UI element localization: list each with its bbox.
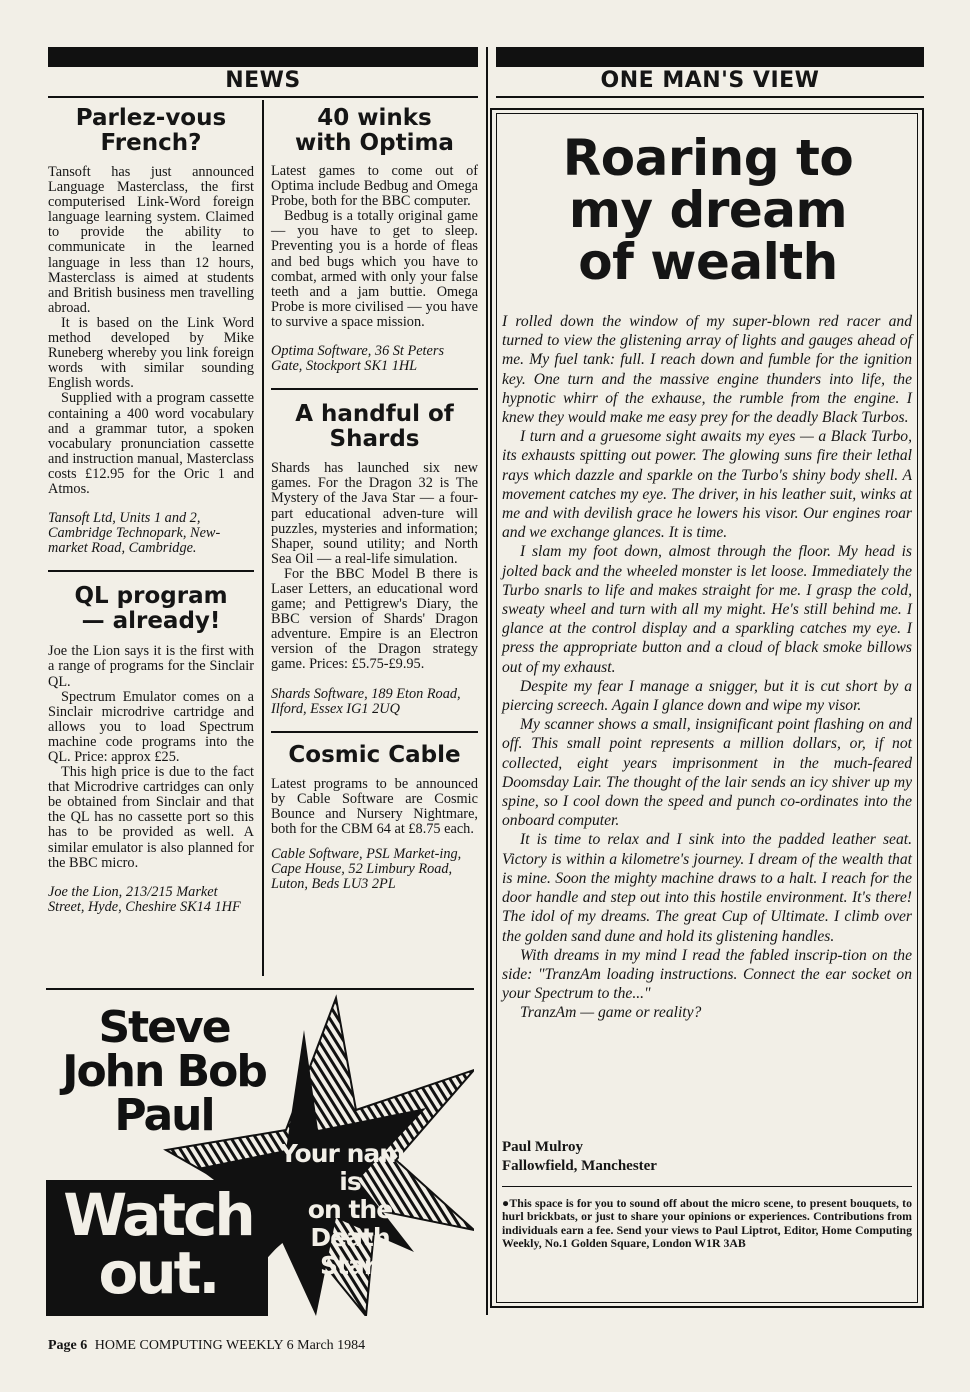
view-title-rule [496,96,924,98]
page-footer [48,1338,648,1354]
publication-name: HOME COMPUTING WEEKLY 6 March 1984 [94,1338,366,1353]
news-title-rule [48,96,478,98]
ad-names: Steve John Bob Paul [62,1002,266,1141]
article-headline: Cosmic Cable [288,741,461,768]
view-signature [502,1138,802,1176]
author-name: Paul Mulroy [502,1139,583,1155]
author-location: Fallowfield, Manchester [502,1158,657,1174]
news-article-40-winks [271,106,478,374]
view-story: I rolled down the window of my super-blown red racer and turned to view the glistening array of lights and gauges ahead of me. My fuel tank: full. I reach down and fumble for the ignition key. One turn and the massive engine thunders into life, the hypnotic whirr of the exhause, the rumble from the engine. I knew they would make me easy prey for the deadly Black Turbos. I turn and a gruesome sight awaits my eyes — a Black Turbo, its exhausts spitting out power. The glowing suns fire their lethal rays which dazzle and sparkle on the Turbo's shiny body shell. A movement catches my eye. The driver, in his leather suit, winks at me and with devilish grace he lowers his visor. Our engines roar and we exchange glances. It is time. I slam my foot down, almost through the floor. My head is jolted back and the wheeled monster is let loose. Immediately the Turbo snarls to life and makes straight for me. I grasp the cold, sweaty wheel and turn with all my might. He's still behind me. I glance at the control display and a sparkling catches my eye. I press the appropriate button and a cloud of black smoke billows out of my exhaust. Despite my fear I manage a snigger, but it is cut short by a piercing screech. Again I glance down and wipe my visor. My scanner shows a small, insignificant point flashing on and off. This small point represents a million dollars, or, if not collected, eight years imprisonment in the much-feared Doomsday Lair. The thought of the lair sends an icy shiver up my spine, so I cool down the speed and punch co-ordinates into the onboard computer. It is time to relax and I sink into the padded leather seat. Victory is within a kilometre's journey. I dream of the wealth that is mine. Soon the mighty machine draws to a halt. I reach for the door handle and step out into this hostile environment. It's there! The idol of my dreams. The great Cup of Ultimate. I climb over the golden sand dune and hold its glistening handles. With dreams in my mind I read the fabled inscrip-tion on the side: "TranzAm loading instructions. Connect the ear socket on your Spectrum to the..." TranzAm — game or reality? [502,313,912,1022]
news-section-title: NEWS [225,68,301,93]
note-rule [502,1186,912,1187]
article-body: Shards has launched six new games. For the Dragon 32 is The Mystery of the Java Star — a four-part educational adven-ture will puzzles, mysteries and information; Shaper, sound utility; and North Sea Oil — a real-life simulation. For the BBC Model B there is Laser Letters, an educational word game; and Pettigrew's Diary, the BBC version of Shards' Dragon adventure. Empire is an Electron version of the Dragon strategy game. Prices: £5.75-£9.95. [271,460,478,673]
view-top-bar [496,47,924,67]
article-separator [271,388,478,390]
article-headline: Parlez-vous French? [75,105,227,156]
news-column-1 [48,106,254,915]
article-body: Tansoft has just announced Language Masterclass, the first computerised Link-Word foreign language learning system. Claimed to provide the ability to communicate in the learned language in less than 12 hours, Masterclass is aimed at students and British business men travelling abroad. It is based on the Link Word method developed by Mike Runeberg whereby you link foreign words with similar sounding English words. Supplied with a program cassette containing a 400 word vocabulary and a grammar tutor, a spoken vocabulary pronunciation cassette and instruction manual, Masterclass costs £12.95 for the Oric 1 and Atmos. [48,164,254,497]
news-top-bar [48,47,478,67]
death-star-advert [46,988,474,1316]
article-body: Latest programs to be announced by Cable Software are Cosmic Bounce and Nursery Nightmare, both for the CBM 64 at £8.75 each. [271,775,478,837]
contribution-note: ●This space is for you to sound off about the micro scene, to present bouquets, to hurl brickbats, or just to share your opinions or experiences. Contributions from individuals earn a fee. Send your views to Paul Liptrot, Editor, Home Computing Weekly, No.1 Golden Square, London W1R 3AB [502,1196,912,1251]
news-article-ql-program [48,584,254,915]
news-article-shards [271,402,478,717]
article-separator [271,731,478,733]
page-center-divider [486,47,488,1315]
article-address: Cable Software, PSL Market-ing, Cape House, 52 Limbury Road, Luton, Beds LU3 2PL [271,846,462,893]
article-headline: A handful of Shards [295,401,454,453]
view-headline: Roaring to my dream of wealth [562,129,854,291]
article-headline: QL program — already! [74,583,228,635]
article-address: Tansoft Ltd, Units 1 and 2, Cambridge Technopark, New-market Road, Cambridge. [48,510,221,557]
article-body: Joe the Lion says it is the first with a range of programs for the Sinclair QL. Spectrum Emulator comes on a Sinclair microdrive cartridge and allows you to load Spectrum machine code programs into the QL. Price: approx £25. This high price is due to the fact that Microdrive cartridges can only be obtained from Sinclair and that the QL has no cassette port so this has to be provided as well. A similar emulator is also planned for the BBC micro. [48,643,254,871]
article-headline: 40 winks with Optima [295,105,454,156]
ad-warning: Watch out. [63,1181,253,1307]
news-column-divider [262,100,264,976]
article-address: Optima Software, 36 St Peters Gate, Stockport SK1 1HL [271,343,445,375]
view-section-title: ONE MAN'S VIEW [600,68,820,93]
article-body: Latest games to come out of Optima include Bedbug and Omega Probe, both for the BBC computer. Bedbug is a totally original game — you have to get to sleep. Preventing you is a horde of fleas and bed bugs which you have to combat, armed with only your false teeth and a jam buttie. Omega Probe is more civilised — you have to survive a space mission. [271,163,478,330]
ad-star-text: Your name is on the Death Star. [279,1139,421,1280]
page-number: Page 6 [48,1338,88,1353]
news-article-cosmic-cable [271,743,478,893]
article-address: Joe the Lion, 213/215 Market Street, Hyde, Cheshire SK14 1HF [48,883,241,915]
article-address: Shards Software, 189 Eton Road, Ilford, Essex IG1 2UQ [271,685,461,717]
news-article-parlez-vous [48,106,254,556]
article-separator [48,570,254,572]
news-column-2 [271,106,478,892]
